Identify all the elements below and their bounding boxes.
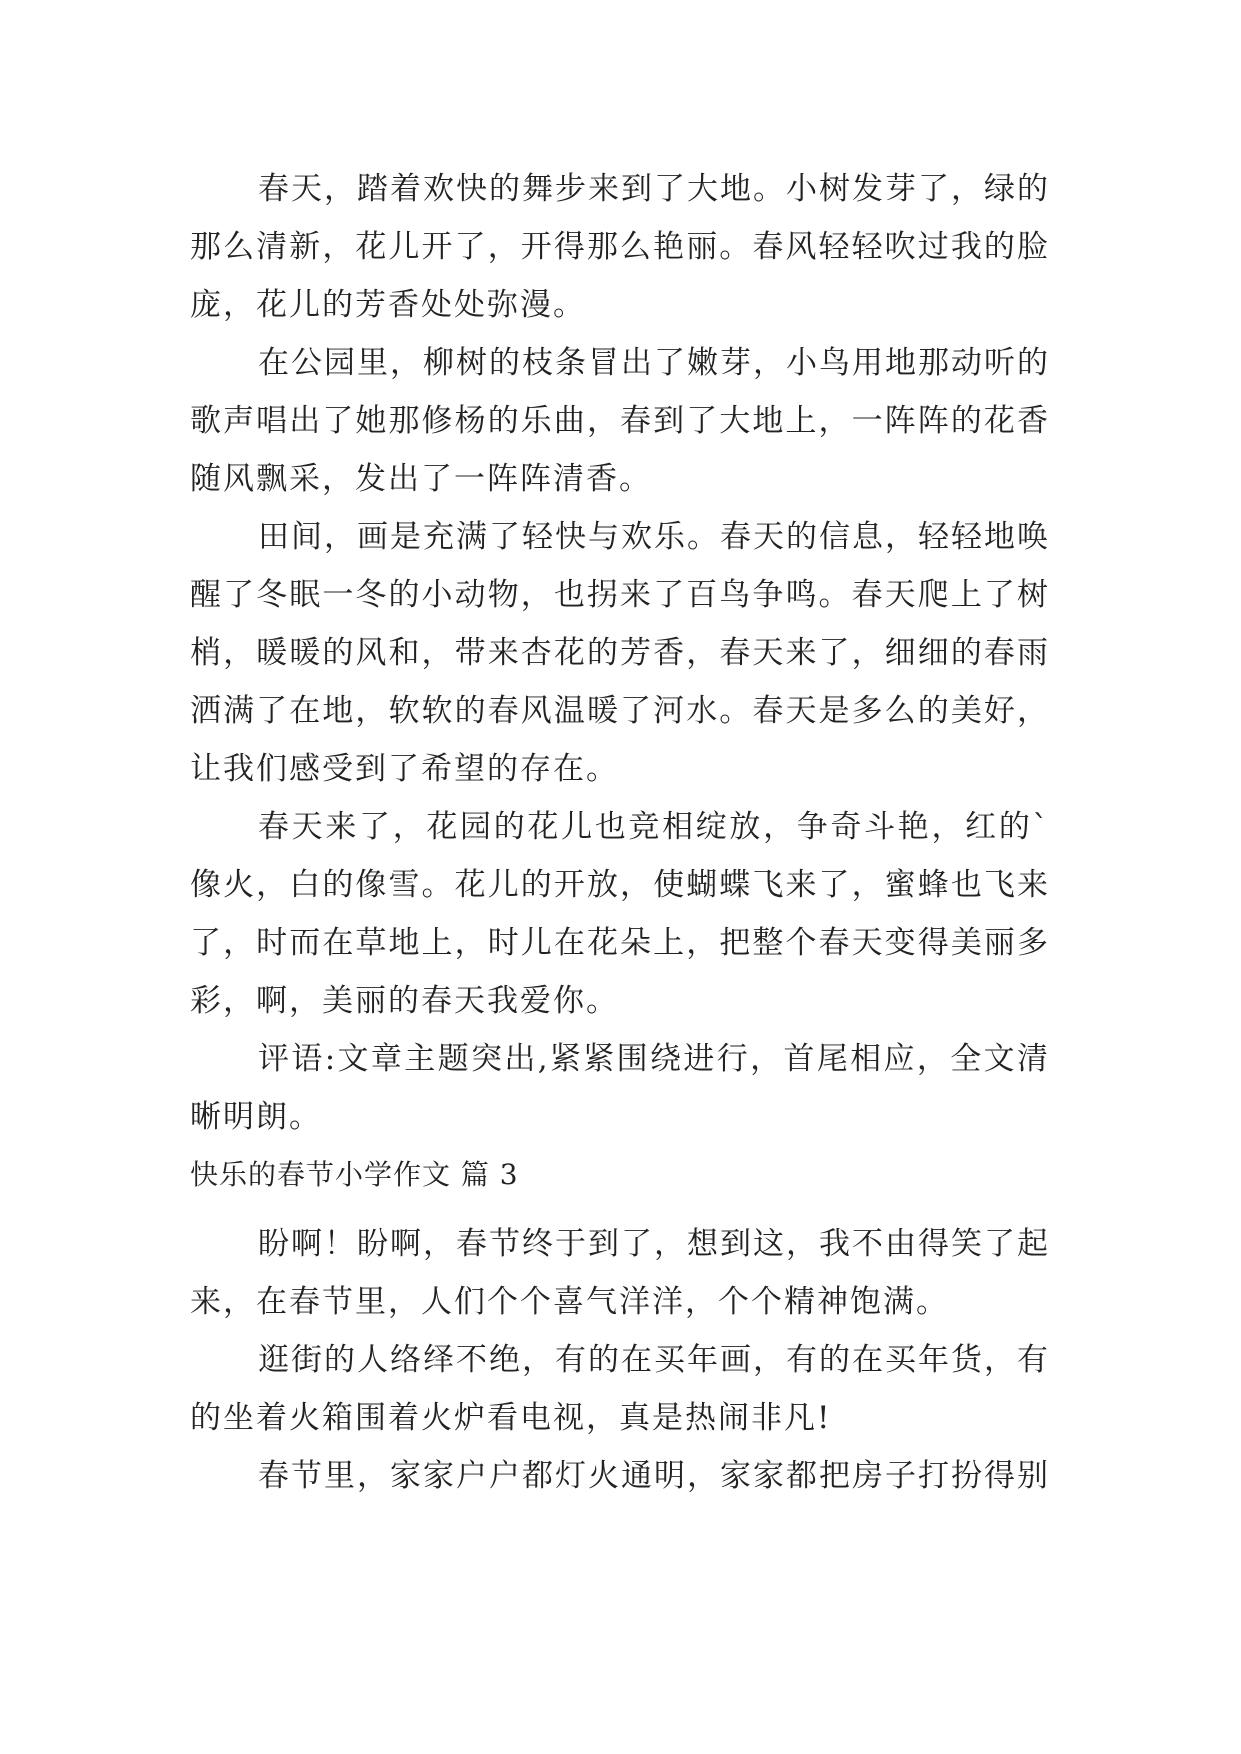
- paragraph-spring-arrives: 春天，踏着欢快的舞步来到了大地。小树发芽了，绿的那么清新，花儿开了，开得那么艳丽。春风轻轻吹过我的脸庞，花儿的芳香处处弥漫。: [190, 171, 1050, 323]
- paragraph-shopping: 逛街的人络绎不绝，有的在买年画，有的在买年货，有的坐着火箱围着火炉看电视，真是热闹非凡!: [190, 1342, 1050, 1436]
- essay-body-part-1: [190, 160, 1050, 1146]
- paragraph-festival-arrives: 盼啊！盼啊，春节终于到了，想到这，我不由得笑了起来，在春节里，人们个个喜气洋洋，个个精神饱满。: [190, 1226, 1050, 1320]
- paragraph-garden: 春天来了，花园的花儿也竞相绽放，争奇斗艳，红的`像火，白的像雪。花儿的开放，使蝴蝶飞来了，蜜蜂也飞来了，时而在草地上，时儿在花朵上，把整个春天变得美丽多彩，啊，美丽的春天我爱你。: [190, 809, 1050, 1019]
- paragraph-park: 在公园里，柳树的枝条冒出了嫩芽，小鸟用地那动听的歌声唱出了她那修杨的乐曲，春到了大地上，一阵阵的花香随风飘采，发出了一阵阵清香。: [190, 345, 1050, 497]
- paragraph-comment: 评语:文章主题突出,紧紧围绕进行，首尾相应，全文清晰明朗。: [190, 1041, 1050, 1135]
- essay-title: 快乐的春节小学作文 篇 3: [190, 1158, 519, 1191]
- paragraph-lights: 春节里，家家户户都灯火通明，家家都把房子打扮得别: [258, 1458, 1050, 1494]
- essay-body-part-2: [190, 1215, 1050, 1505]
- paragraph-fields: 田间，画是充满了轻快与欢乐。春天的信息，轻轻地唤醒了冬眠一冬的小动物，也拐来了百鸟争鸣。春天爬上了树梢，暖暖的风和，带来杏花的芳香，春天来了，细细的春雨洒满了在地，软软的春风温暖了河水。春天是多么的美好，让我们感受到了希望的存在。: [190, 519, 1050, 787]
